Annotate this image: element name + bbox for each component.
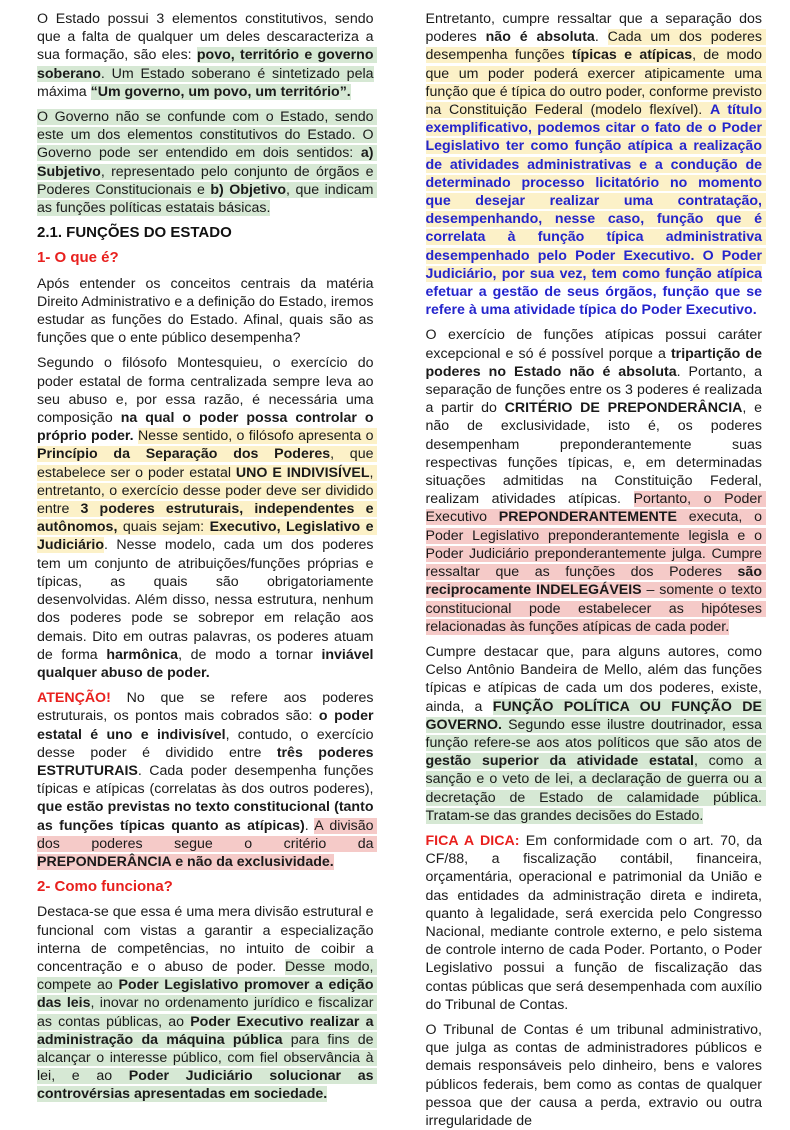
- highlighted-text-segment: , como a sanção e o veto de lei, a declaração de guerra ou a decretação de Estado de calamidade pública. Tratam-se das grandes decisões do Estado.: [425, 753, 766, 824]
- text-segment: Entretanto, cumpre ressaltar que a separação dos poderes: [425, 11, 766, 46]
- paragraph: [37, 354, 378, 682]
- text-segment: .: [304, 817, 315, 834]
- highlighted-text-segment: PREPONDERÂNCIA e não da exclusividade.: [37, 853, 334, 870]
- text-segment: . Nesse modelo, cada um dos poderes tem um conjunto de atribuições/funções próprias e típicas, as quais são obrigatoriamente desenvolvidas. Além disso, nessa estrutura, nenhum dos poderes pode se sobrepor em relação aos demais. Dito em outras palavras, os poderes atuam de forma: [37, 537, 378, 663]
- highlighted-text-segment: quais sejam:: [117, 519, 210, 536]
- text-segment: , contudo, o exercício desse poder é dividido entre: [37, 726, 378, 761]
- highlighted-text-segment: 3 poderes estruturais, independentes e autônomos,: [37, 501, 378, 536]
- text-segment: No que se refere aos poderes estruturais, os pontos mais cobrados são:: [37, 690, 378, 725]
- highlighted-text-segment: típicas e atípicas: [571, 47, 693, 64]
- paragraph: [37, 10, 378, 101]
- highlighted-text-segment: – somente o texto constitucional pode estabelecer as hipóteses relacionadas às funções atípicas de cada poder.: [425, 582, 766, 635]
- paragraph: [425, 326, 766, 635]
- highlighted-text-segment: , representado pelo conjunto de órgãos e Poderes Constitucionais e: [37, 163, 378, 198]
- highlighted-text-segment: FUNÇÃO POLÍTICA OU FUNÇÃO DE GOVERNO.: [425, 698, 766, 733]
- highlighted-text-segment: b) Objetivo: [210, 181, 287, 198]
- section-heading: 2.1. FUNÇÕES DO ESTADO: [37, 224, 232, 242]
- highlighted-text-segment: A divisão dos poderes segue o critério da: [37, 817, 378, 852]
- highlighted-text-segment: UNO E INDIVISÍVEL: [235, 464, 370, 481]
- text-segment: efetuar a gestão de seus órgãos, função que se refere à uma atividade típica do Poder Executivo.: [425, 284, 766, 319]
- question-heading: 1- O que é?: [37, 249, 119, 267]
- highlighted-text-segment: . Um Estado soberano é sintetizado pela: [100, 65, 374, 82]
- paragraph: [425, 832, 766, 1014]
- highlighted-text-segment: Portanto, o Poder Executivo: [425, 491, 766, 526]
- highlighted-text-segment: , que estabelece ser o poder estatal: [37, 446, 378, 481]
- highlighted-text-segment: Princípio da Separação dos Poderes: [37, 446, 331, 463]
- text-segment: Cumpre destacar que, para alguns autores, como Celso Antônio Bandeira de Mello, além das funções típicas e atípicas de cada um dos poderes, existe, ainda, a: [425, 643, 766, 715]
- highlighted-text-segment: gestão superior da atividade estatal: [425, 753, 694, 770]
- highlighted-text-segment: PREPONDERANTEMENTE: [498, 509, 677, 526]
- highlighted-text-segment: A título exemplificativo, podemos citar o fato de o Poder Legislativo ter como função atípica a realização de atividades administrativas e a condução de determinado processo licitatório no momento que desejar realizar uma contratação, desempenhando, nesse caso, função que é correlata à função típica administrativa desempenhado pelo Poder Executivo. O Poder Judiciário, por sua vez, tem como função atípica: [425, 102, 766, 282]
- paragraph: [37, 903, 378, 1103]
- highlighted-text-segment: , inovar no ordenamento jurídico e fiscalizar as contas públicas, ao: [37, 995, 378, 1030]
- highlighted-text-segment: Poder Executivo realizar a administração da máquina pública: [37, 1013, 378, 1048]
- highlighted-text-segment: Desse modo, compete ao: [37, 958, 378, 994]
- paragraph: [37, 108, 378, 217]
- text-segment: não é absoluta: [485, 29, 595, 46]
- text-segment: FICA A DICA:: [425, 832, 520, 849]
- text-segment: que estão previstas no texto constitucional (tanto as funções típicas quanto as atípicas): [37, 799, 378, 834]
- highlighted-text-segment: são reciprocamente INDELEGÁVEIS: [425, 564, 766, 599]
- highlighted-text-segment: Segundo esse ilustre doutrinador, essa função refere-se aos atos políticos que são atos de: [425, 716, 766, 751]
- text-segment: [762, 266, 766, 282]
- text-segment: na qual o poder possa controlar o próprio poder.: [37, 410, 378, 445]
- highlighted-text-segment: executa, o Poder Legislativo preponderantemente legisla e o Poder Judiciário preponderantemente julga. Cumpre ressaltar que as funções dos Poderes: [425, 509, 766, 581]
- highlighted-text-segment: a) Subjetivo: [37, 145, 378, 180]
- paragraph: [425, 643, 766, 825]
- paragraph: [425, 1021, 766, 1130]
- text-segment: CRITÉRIO DE PREPONDERÂNCIA: [504, 400, 743, 417]
- paragraph: [425, 10, 766, 319]
- text-segment: inviável qualquer abuso de poder.: [37, 646, 378, 681]
- text-segment: ATENÇÃO!: [37, 690, 111, 707]
- paragraph: [37, 689, 378, 871]
- text-segment: harmônica: [106, 646, 179, 663]
- highlighted-text-segment: Nesse sentido, o filósofo apresenta o: [137, 428, 378, 445]
- text-segment: Segundo o filósofo Montesquieu, o exercício do poder estatal de forma centralizada sempre leva ao seu abuso e, por essa razão, é necessária uma composição: [37, 355, 378, 427]
- highlighted-text-segment: povo, território e governo soberano: [37, 47, 378, 82]
- highlighted-text-segment: , que indicam as funções políticas estatais básicas.: [37, 181, 378, 217]
- column-right: [425, 10, 766, 1129]
- highlighted-text-segment: Poder Judiciário solucionar as controvérsias apresentadas em sociedade.: [37, 1068, 378, 1103]
- highlighted-text-segment: Poder Legislativo promover a edição das leis: [37, 977, 378, 1012]
- text-segment: o poder estatal é uno e indivisível: [37, 708, 378, 743]
- highlighted-text-segment: , entretanto, o exercício desse poder deve ser dividido entre: [37, 464, 378, 518]
- text-segment: tripartição de poderes no Estado não é absoluta: [425, 345, 766, 380]
- highlighted-text-segment: Cada um dos poderes desempenha funções: [425, 29, 766, 64]
- highlighted-text-segment: , de modo que um poder poderá exercer atipicamente uma função que é típica do outro poder, conforme previsto na Constituição Federal (modelo flexível).: [425, 47, 766, 119]
- highlighted-text-segment: para fins de alcançar o interesse público, com fiel observância à lei, e ao: [37, 1031, 378, 1085]
- highlighted-text-segment: Executivo, Legislativo e Judiciário: [37, 519, 378, 554]
- paragraph: [37, 275, 378, 348]
- text-segment: Após entender os conceitos centrais da matéria Direito Administrativo e a definição do Estado, iremos estudar as funções do Estado. Afinal, quais são as funções que o ente público desempenha?: [37, 275, 378, 347]
- highlighted-text-segment: “Um governo, um povo, um território”.: [90, 83, 351, 100]
- question-heading: 2- Como funciona?: [37, 878, 173, 896]
- text-segment: O Tribunal de Contas é um tribunal administrativo, que julga as contas de administradores públicos e demais responsáveis pelo dinheiro, bens e valores públicos federais, bem como as contas de qualquer pessoa que der causa a perda, extravio ou outra irregularidade de: [425, 1021, 766, 1129]
- text-segment: O exercício de funções atípicas possui caráter excepcional e só é possível porque a: [425, 327, 766, 362]
- text-segment: , de modo a tornar: [178, 646, 322, 663]
- text-segment: .: [594, 29, 608, 46]
- text-segment: . Cada poder desempenha funções típicas e atípicas (correlatas às dos outros poderes),: [37, 762, 378, 798]
- text-segment: máxima: [37, 65, 378, 100]
- text-segment: . Portanto, a separação de funções entre os 3 poderes é realizada a partir do: [425, 363, 766, 417]
- text-segment: , e não de exclusividade, isto é, os poderes desempenham preponderantemente suas respectivas funções típicas, e, em determinadas situações admitidas na Constituição Federal, realizam atividades atípicas.: [425, 400, 766, 508]
- highlighted-text-segment: O Governo não se confunde com o Estado, sendo este um dos elementos constitutivos do Estado. O Governo pode ser entendido em dois sentidos:: [37, 109, 378, 162]
- text-segment: três poderes ESTRUTURAIS: [37, 744, 378, 779]
- text-segment: Em conformidade com o art. 70, da CF/88, a fiscalização contábil, financeira, orçamentária, operacional e patrimonial da União e das entidades da administração direta e indireta, quanto à legalidade, será exercida pelo Congresso Nacional, mediante controle externo, e pelo sistema de controle interno de cada Poder. Portanto, o Poder Legislativo possui a função de fiscalização das contas públicas que será desempenhada com auxílio do Tribunal de Contas.: [425, 832, 766, 1013]
- text-segment: O Estado possui 3 elementos constitutivos, sendo que a falta de qualquer um deles descaracteriza a sua formação, são eles:: [37, 11, 378, 64]
- column-left: [37, 10, 378, 1103]
- text-segment: Destaca-se que essa é uma mera divisão estrutural e funcional com vistas a garantir a especialização interna de competências, no intuito de coibir a concentração e o abuso de poder.: [37, 904, 378, 975]
